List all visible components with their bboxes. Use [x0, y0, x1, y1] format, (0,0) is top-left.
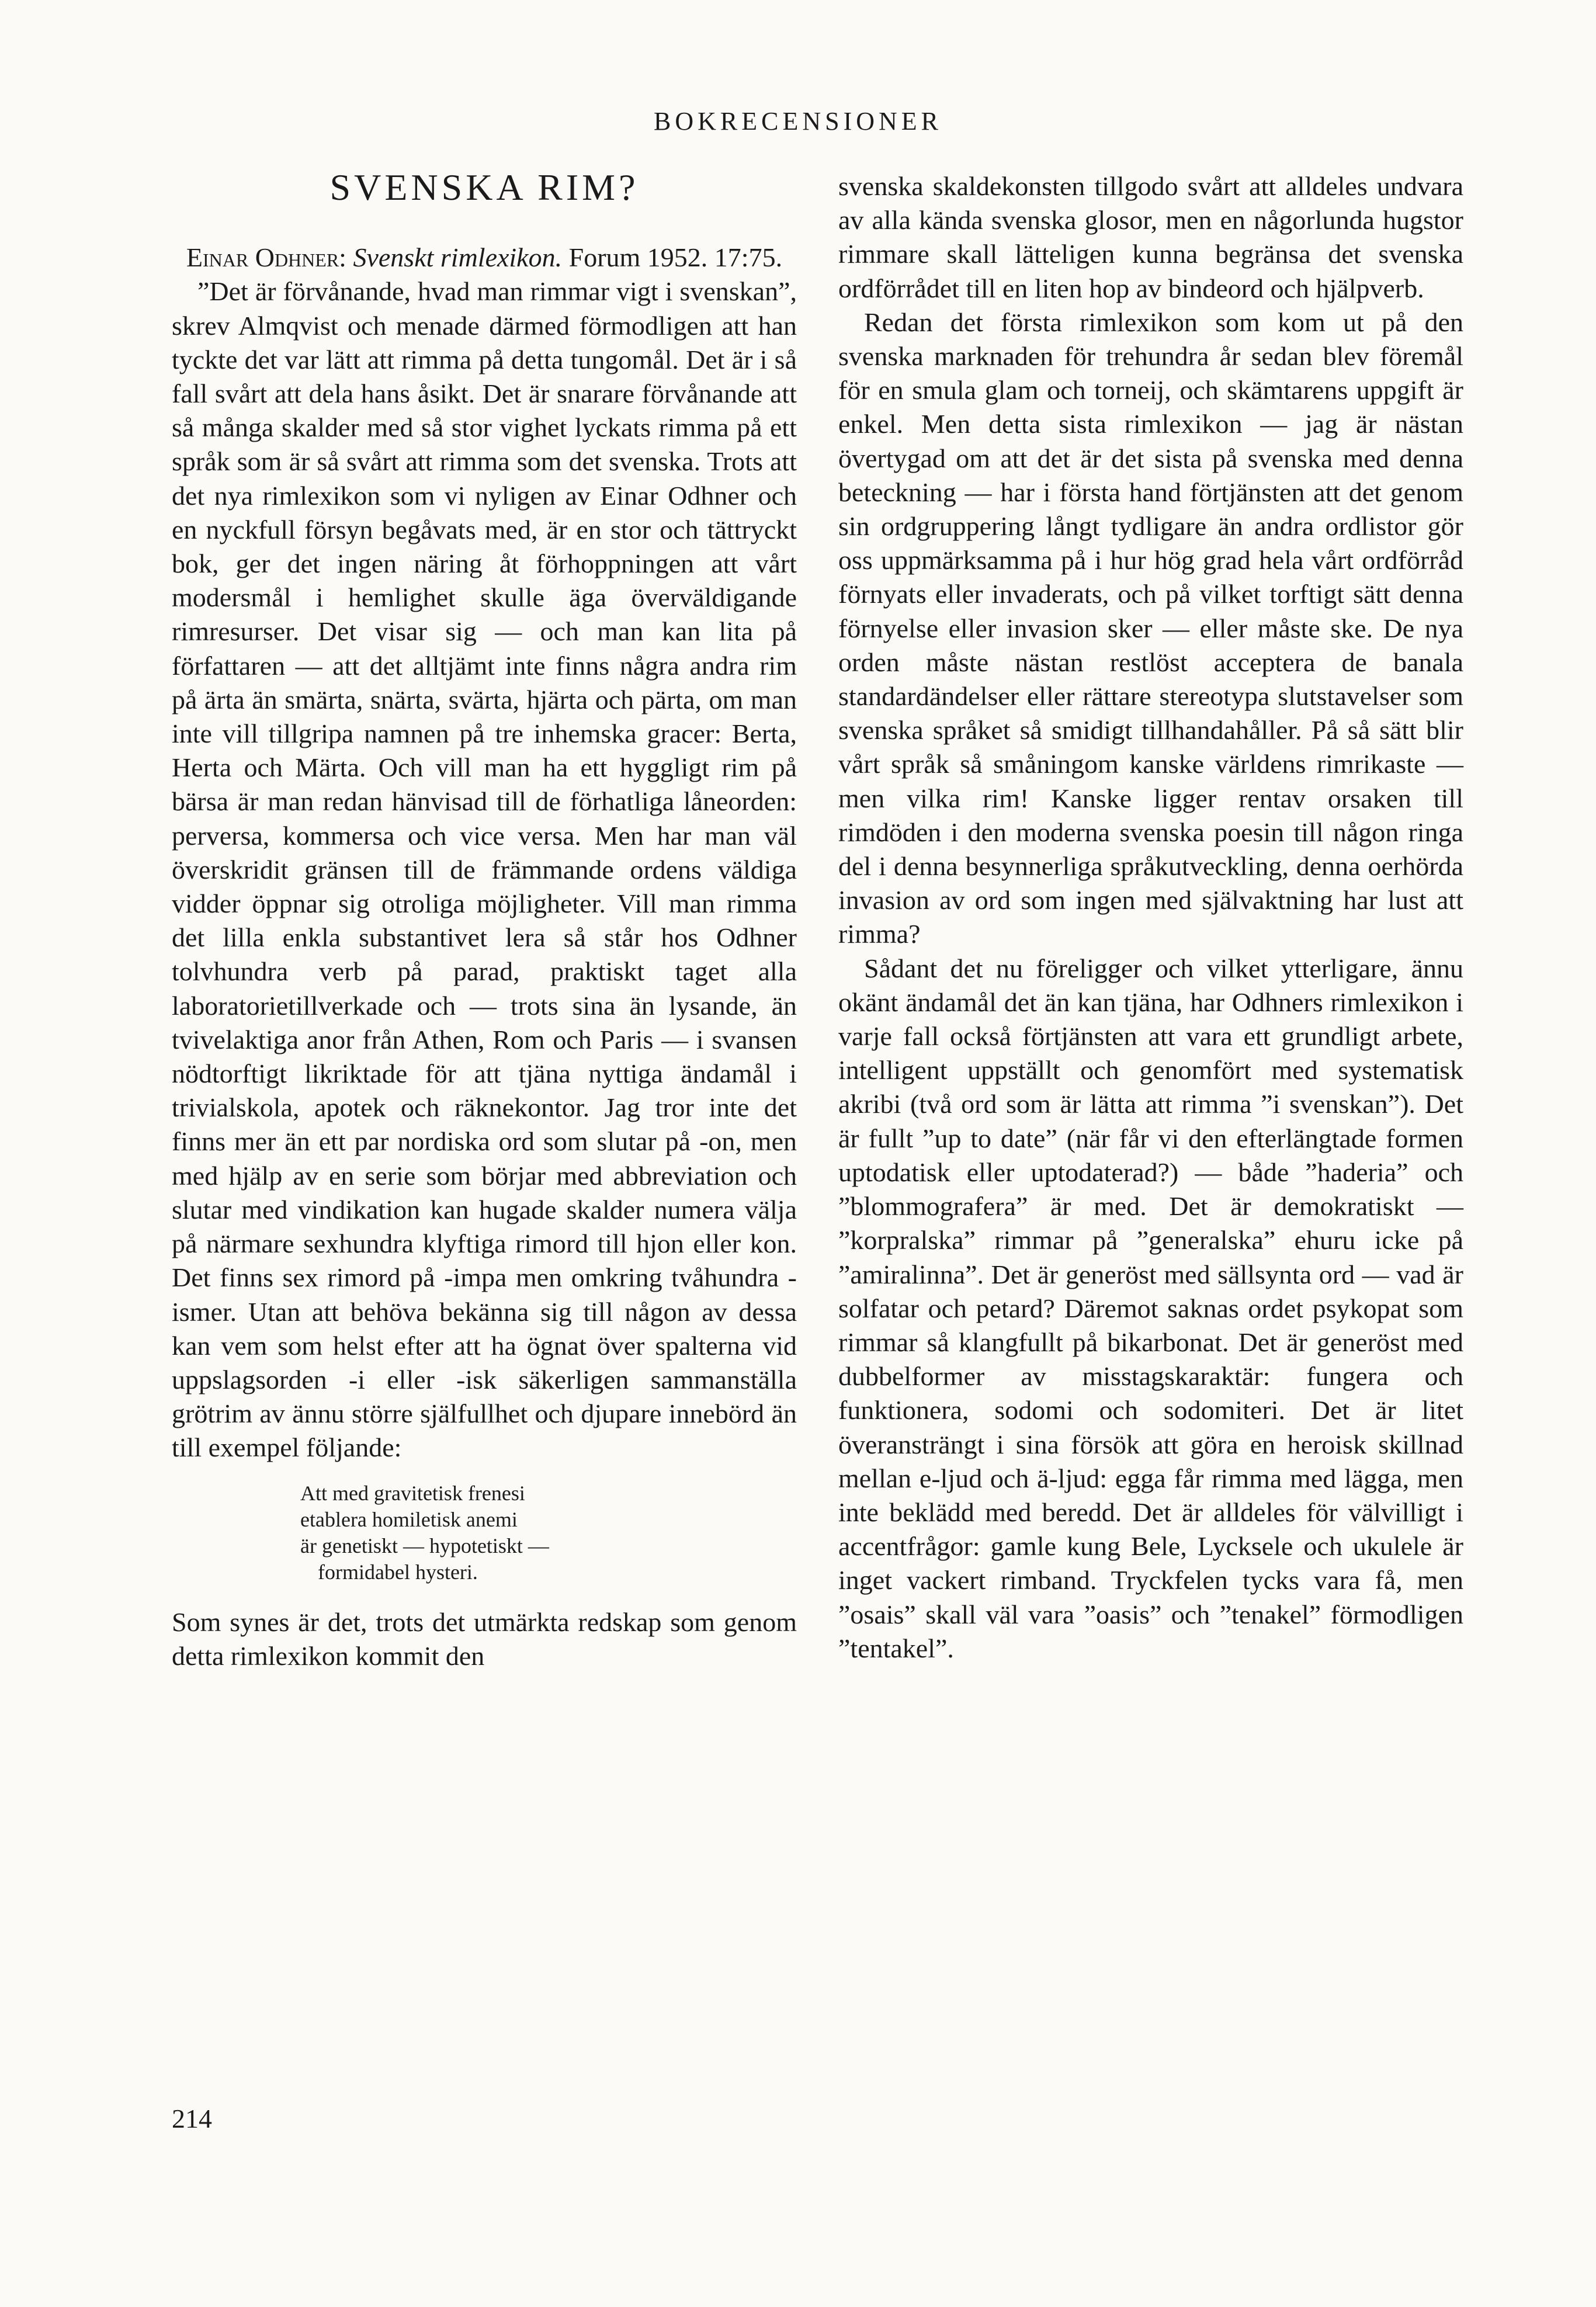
poem-line: är genetiskt — hypotetiskt — [300, 1534, 549, 1557]
article-title: SVENSKA RIM? [329, 166, 639, 208]
left-column [172, 158, 797, 1673]
book-publisher: Forum 1952. 17:75. [562, 242, 783, 273]
running-head: BOKRECENSIONER [653, 107, 943, 136]
poem-line: Att med gravitetisk frenesi [300, 1481, 525, 1505]
poem-quote [300, 1480, 797, 1586]
author-separator: : [339, 242, 353, 273]
right-column [838, 169, 1463, 1666]
right-paragraph-2: Redan det första rimlexikon som kom ut på den svenska marknaden för trehundra år sedan blev föremål för en smula glam och torneij, och skämtarens uppgift är enkel. Men detta sista rimlexikon — jag är nästan övertygad om att det är det sista på svenska med denna beteckning — har i första hand förtjänsten att det genom sin ordgruppering långt tydligare än andra ordlistor gör oss uppmärksamma på i hur hög grad hela vårt ordförråd förnyats eller invaderats, och på vilket torftigt sätt denna förnyelse eller invasion sker — eller måste ske. De nya orden måste nästan restlöst acceptera de banala standardändelser eller rättare stereotypa slutstavelser som svenska språket så smidigt tillhandahåller. På så sätt blir vårt språk så småningom kanske världens rimrikaste — men vilka rim! Kanske ligger rentav orsaken till rimdöden i den moderna svenska poesin till någon ringa del i denna besynnerliga språkutveckling, denna oerhörda invasion av ord som ingen med självaktning har lust att rimma? [838, 307, 1463, 949]
right-paragraph-1: svenska skaldekonsten tillgodo svårt att alldeles undvara av alla kända svenska glosor, men en någorlunda hugstor rimmare skall lätteligen kunna begränsa det svenska ordförrådet till en liten hop av bindeord och hjälpverb. [838, 171, 1463, 303]
book-reference [172, 241, 797, 275]
book-title: Svenskt rimlexikon. [353, 242, 563, 273]
left-paragraph-2: Som synes är det, trots det utmärkta redskap som genom detta rimlexikon kommit den [172, 1607, 797, 1671]
poem-line: formidabel hysteri. [318, 1560, 478, 1584]
page-number: 214 [172, 2104, 212, 2133]
left-paragraph-1: ”Det är förvånande, hvad man rimmar vigt i svenskan”, skrev Almqvist och menade därmed förmodligen att han tyckte det var lätt att rimma på detta tungomål. Det är i så fall svårt att dela hans åsikt. Det är snarare förvånande att så många skalder med så stor vighet lyckats rimma på ett språk som är så svårt att rimma som det svenska. Trots att det nya rimlexikon som vi nyligen av Einar Odhner och en nyckfull försyn begåvats med, är en stor och tättryckt bok, ger det ingen näring åt förhoppningen att vårt modersmål i hemlighet skulle äga överväldigande rimresurser. Det visar sig — och man kan lita på författaren — att det alltjämt inte finns några andra rim på ärta än smärta, snärta, svärta, hjärta och pärta, om man inte vill tillgripa namnen på tre inhemska gracer: Berta, Herta och Märta. Och vill man ha ett hyggligt rim på bärsa är man redan hänvisad till de förhatliga låneorden: perversa, kommersa och vice versa. Men har man väl överskridit gränsen till de främmande ordens väldiga vidder öppnar sig otroliga möjligheter. Vill man rimma det lilla enkla substantivet lera så står hos Odhner tolvhundra verb på parad, praktiskt taget alla laboratorietillverkade och — trots sina än lysande, än tvivelaktiga anor från Athen, Rom och Paris — i svansen nödtorftigt likriktade för att tjäna nyttiga ändamål i trivialskola, apotek och räknekontor. Jag tror inte det finns mer än ett par nordiska ord som slutar på -on, men med hjälp av en serie som börjar med abbreviation och slutar med vindikation kan hugade skalder numera välja på närmare sexhundra klyftiga rimord till hjon eller kon. Det finns sex rimord på -impa men omkring tvåhundra -ismer. Utan att behöva bekänna sig till någon av dessa kan vem som helst efter att ha ögnat över spalterna vid uppslagsorden -i eller -isk säkerligen sammanställa grötrim av ännu större själfullhet och djupare innebörd än till exempel följande: [172, 276, 797, 1463]
right-paragraph-3: Sådant det nu föreligger och vilket ytterligare, ännu okänt ändamål det än kan tjäna, har Odhners rimlexikon i varje fall också förtjänsten att vara ett grundligt arbete, intelligent uppställt och genomfört med systematisk akribi (två ord som är lätta att rimma ”i svenskan”). Det är fullt ”up to date” (när får vi den efterlängtade formen uptodatisk eller uptodaterad?) — både ”haderia” och ”blommografera” är med. Det är demokratiskt — ”korpralska” rimmar på ”generalska” ehuru icke på ”amiralinna”. Det är generöst med sällsynta ord — vad är solfatar och petard? Däremot saknas ordet psykopat som rimmar så klangfullt på bikarbonat. Det är generöst med dubbelformer av misstagskaraktär: fungera och funktionera, sodomi och sodomiteri. Det är litet överansträngt i sina försök att göra en heroisk skillnad mellan e-ljud och ä-ljud: egga får rimma med lägga, men inte beklädd med beredd. Det är alldeles för välvilligt i accentfrågor: gamle kung Bele, Lycksele och ukulele är inget vackert rimband. Tryckfelen tycks vara få, men ”osais” skall väl vara ”oasis” och ”tenakel” förmodligen ”tentakel”. [838, 953, 1463, 1663]
poem-line: etablera homiletisk anemi [300, 1507, 518, 1531]
book-author: Einar Odhner [186, 242, 339, 273]
